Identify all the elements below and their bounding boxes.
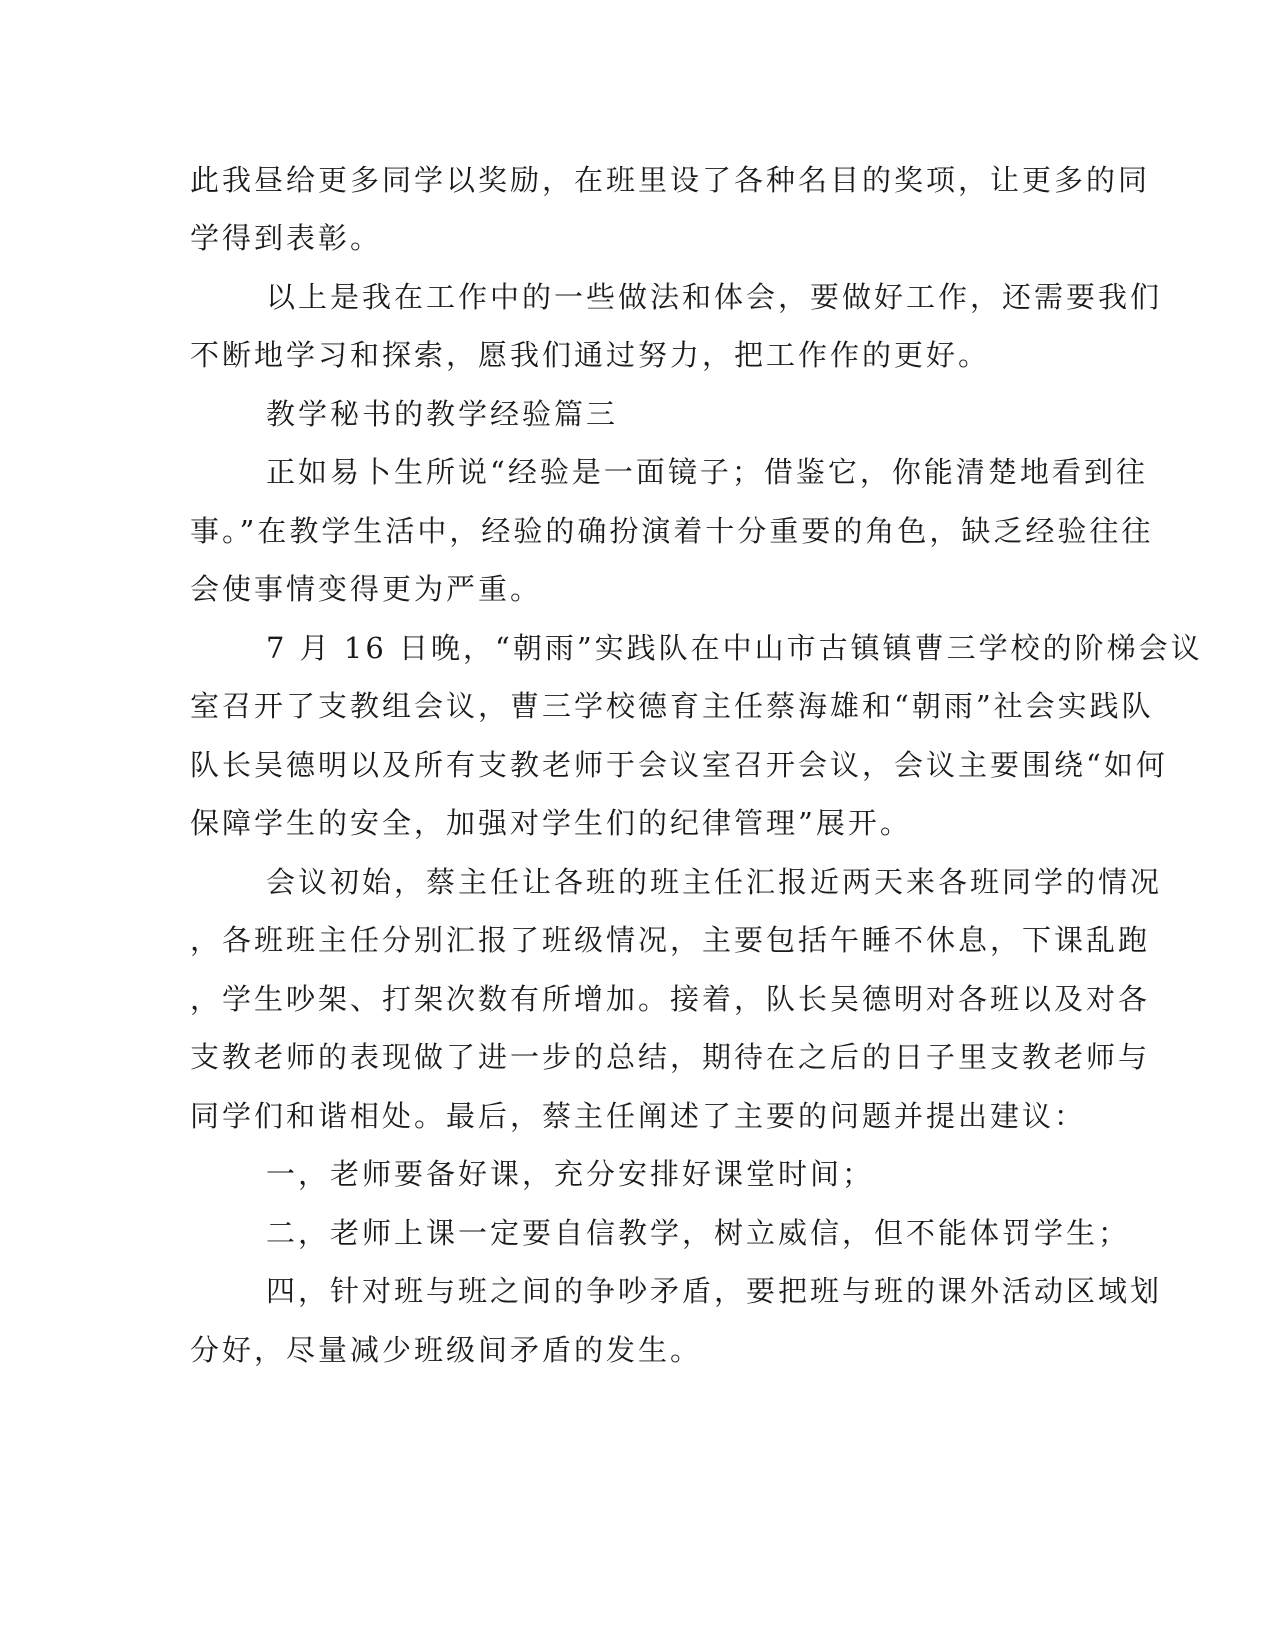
text-line: 同学们和谐相处。最后，蔡主任阐述了主要的问题并提出建议： — [190, 1099, 1087, 1133]
text-line: 学得到表彰。 — [190, 221, 383, 255]
paragraph-start: 7 月 16 日晚，“朝雨”实践队在中山市古镇镇曹三学校的阶梯会议 — [266, 631, 1203, 665]
list-item: 二，老师上课一定要自信教学，树立威信，但不能体罚学生； — [266, 1216, 1131, 1250]
text-line: 支教老师的表现做了进一步的总结，期待在之后的日子里支教老师与 — [190, 1040, 1151, 1074]
text-line: 此我昼给更多同学以奖励，在班里设了各种名目的奖项，让更多的同 — [190, 163, 1151, 197]
text-line: ，学生吵架、打架次数有所增加。接着，队长吴德明对各班以及对各 — [190, 982, 1151, 1016]
text-line: 保障学生的安全，加强对学生们的纪律管理”展开。 — [190, 806, 912, 840]
text-line: 室召开了支教组会议，曹三学校德育主任蔡海雄和“朝雨”社会实践队 — [190, 689, 1154, 723]
section-heading: 教学秘书的教学经验篇三 — [266, 397, 619, 431]
paragraph-start: 正如易卜生所说“经验是一面镜子；借鉴它，你能清楚地看到往 — [266, 455, 1148, 489]
paragraph-start: 会议初始，蔡主任让各班的班主任汇报近两天来各班同学的情况 — [266, 865, 1163, 899]
list-item: 一，老师要备好课，充分安排好课堂时间； — [266, 1157, 875, 1191]
text-line: 队长吴德明以及所有支教老师于会议室召开会议，会议主要围绕“如何 — [190, 748, 1168, 782]
text-line: 事。”在教学生活中，经验的确扮演着十分重要的角色，缺乏经验往往 — [190, 514, 1154, 548]
text-line: 不断地学习和探索，愿我们通过努力，把工作作的更好。 — [190, 338, 991, 372]
text-line: 会使事情变得更为严重。 — [190, 572, 543, 606]
paragraph-start: 以上是我在工作中的一些做法和体会，要做好工作，还需要我们 — [266, 280, 1163, 314]
list-item: 四，针对班与班之间的争吵矛盾，要把班与班的课外活动区域划 — [266, 1274, 1163, 1308]
text-line: 分好，尽量减少班级间矛盾的发生。 — [190, 1333, 703, 1367]
text-line: ，各班班主任分别汇报了班级情况，主要包括午睡不休息，下课乱跑 — [190, 923, 1151, 957]
